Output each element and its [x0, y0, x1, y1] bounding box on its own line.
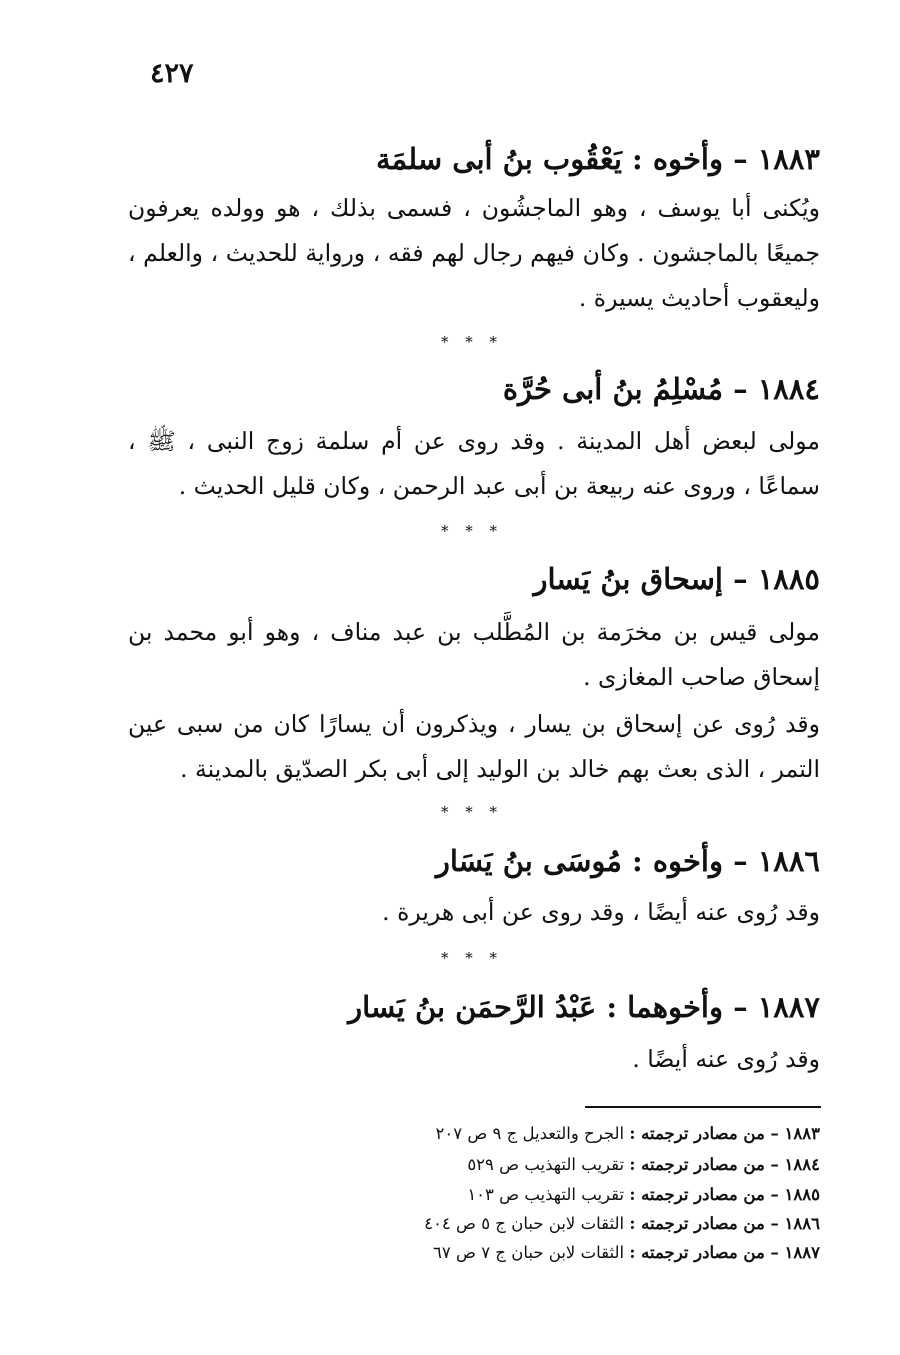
footnote-source: الثقات لابن حبان ج ٥ ص ٤٠٤	[424, 1214, 625, 1233]
footnote-label: ١٨٨٤ – من مصادر ترجمته :	[629, 1155, 820, 1174]
footnote-label: ١٨٨٦ – من مصادر ترجمته :	[629, 1214, 820, 1233]
footnote-source: تقريب التهذيب ص ١٠٣	[467, 1185, 625, 1204]
entry-title-1886: ١٨٨٦ – وأخوه : مُوسَى بنُ يَسَار	[435, 844, 820, 878]
entry-title-1885: ١٨٨٥ – إسحاق بنُ يَسار	[533, 562, 820, 596]
footnote-1884	[220, 1155, 820, 1174]
entry-paragraph-1885-b: وقد رُوى عن إسحاق بن يسار ، ويذكرون أن يسارًا كان من سبى عين التمر ، الذى بعث بهم خالد بن الوليد إلى أبى بكر الصدّيق بالمدينة .	[128, 710, 820, 783]
entry-paragraph-1885-a: مولى قيس بن مخرَمة بن المُطَّلب بن عبد مناف ، وهو أبو محمد بن إسحاق صاحب المغازى .	[128, 618, 820, 691]
footnote-source: الجرح والتعديل ج ٩ ص ٢٠٧	[435, 1124, 625, 1143]
footnote-label: ١٨٨٧ – من مصادر ترجمته :	[629, 1243, 820, 1262]
footnote-source: تقريب التهذيب ص ٥٢٩	[467, 1155, 625, 1174]
footnote-1887	[220, 1243, 820, 1262]
footnote-divider	[585, 1106, 821, 1108]
footnote-label: ١٨٨٣ – من مصادر ترجمته :	[629, 1124, 820, 1143]
section-separator: * * *	[440, 803, 504, 821]
footnote-1885	[220, 1185, 820, 1204]
footnote-label: ١٨٨٥ – من مصادر ترجمته :	[629, 1185, 820, 1204]
footnote-source: الثقات لابن حبان ج ٧ ص ٦٧	[433, 1243, 625, 1262]
footnote-1886	[220, 1214, 820, 1233]
section-separator: * * *	[440, 522, 504, 540]
entry-paragraph-1883: ويُكنى أبا يوسف ، وهو الماجشُون ، فسمى بذلك ، هو وولده يعرفون جميعًا بالماجشون . وكان فيهم رجال لهم فقه ، ورواية للحديث ، والعلم ، وليعقوب أحاديث يسيرة .	[128, 194, 821, 312]
entry-paragraph-1884: مولى لبعض أهل المدينة . وقد روى عن أم سلمة زوج النبى ، ﷺ ، سماعًا ، وروى عنه ربيعة بن أبى عبد الرحمن ، وكان قليل الحديث .	[128, 427, 820, 500]
entry-paragraph-1886: وقد رُوى عنه أيضًا ، وقد روى عن أبى هريرة .	[382, 898, 820, 926]
page-number: ٤٢٧	[150, 58, 194, 89]
section-separator: * * *	[440, 333, 504, 351]
section-separator: * * *	[440, 949, 504, 967]
entry-paragraph-1887: وقد رُوى عنه أيضًا .	[632, 1045, 820, 1073]
entry-title-1883: ١٨٨٣ – وأخوه : يَعْقُوب بنُ أبى سلمَة	[375, 142, 820, 176]
footnote-1883	[220, 1124, 820, 1143]
entry-title-1884: ١٨٨٤ – مُسْلِمُ بنُ أبى حُرَّة	[502, 372, 820, 406]
entry-title-1887: ١٨٨٧ – وأخوهما : عَبْدُ الرَّحمَن بنُ يَسار	[348, 990, 820, 1024]
